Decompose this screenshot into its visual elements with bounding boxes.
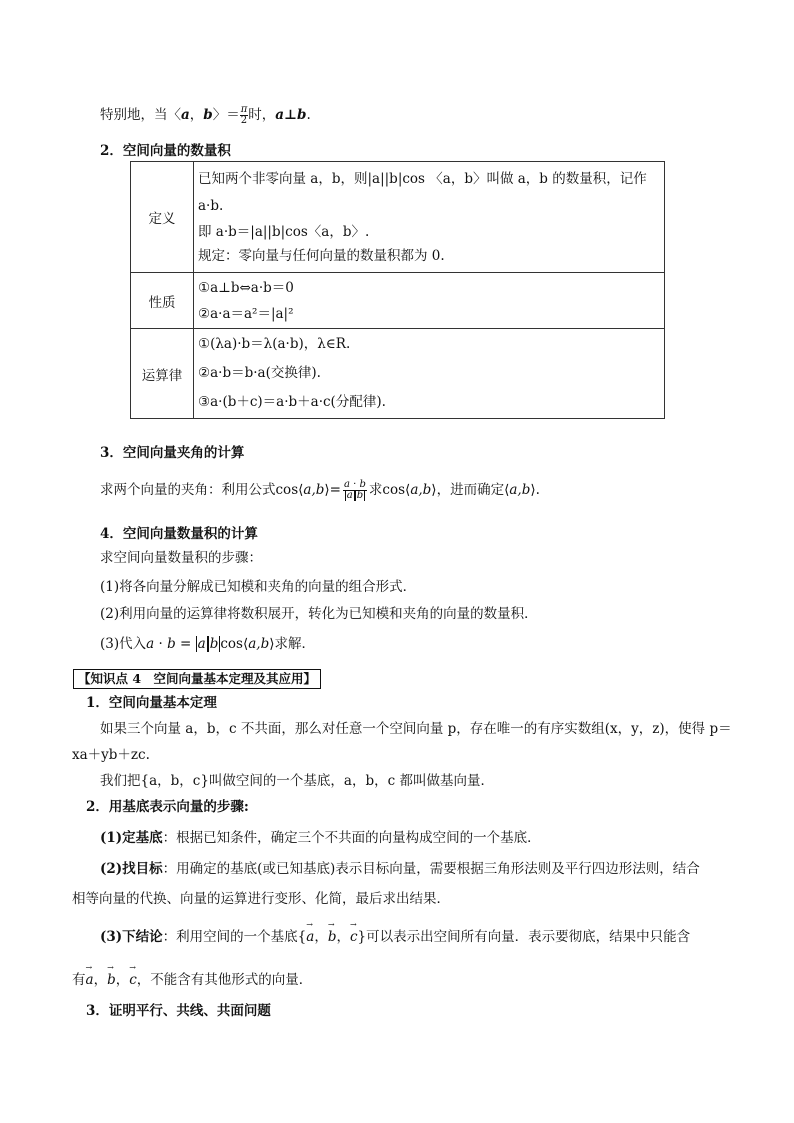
norm-a-2: a [197,636,206,652]
section-2-title: 2．空间向量的数量积 [100,143,231,159]
vec-a: a [343,479,350,490]
step-3-cont-lead: 有 [72,972,86,988]
cosine-frac-numerator: a · b [343,479,366,490]
angle-bracket-3: ⟨a,b⟩ [504,482,536,498]
frac-denominator: 2 [240,115,248,126]
section-4-title: 4．空间向量数量积的计算 [100,526,258,542]
row-body-definition [194,162,665,273]
kp4-section-3-title: 3．证明平行、共线、共面问题 [86,1003,271,1019]
definition-line-1: 已知两个非零向量 a，b，则|a||b|cos 〈a，b〉叫做 a，b 的数量积，记作 [198,171,647,187]
step-1-body: ：根据已知条件，确定三个不共面的向量构成空间的一个基底． [162,830,541,846]
kp4-s2-step-3-cont: 有→ a，→ b，→ c，不能含有其他形式的向量． [72,968,312,988]
angle-text-c: ，进而确定 [436,482,505,498]
cos-label: cos [275,482,299,498]
dot-product-table [130,161,665,419]
kp4-s2-step-1 [100,826,541,846]
angle-bracket-1: ⟨a,b⟩ [298,482,330,498]
kp4-s2-step-2-cont: 相等向量的代换、向量的运算进行变形、化简，最后求出结果． [72,891,450,907]
kp4-s2-step-3: (3)下结论：利用空间的一个基底{→ a，→ b，→ c}可以表示出空间所有向量．表示要彻底，结果中只能含 [100,925,690,945]
pi-over-2-fraction [240,105,249,126]
row-head-laws: 运算律 [131,329,194,419]
step-3-body-b: }可以表示出空间所有向量．表示要彻底，结果中只能含 [357,929,691,945]
law-line-3: ③a·(b＋c)＝a·b＋a·c(分配律). [198,394,386,410]
intro-suffix: 时， [248,107,276,123]
vec-a-arrow: → a [306,929,314,945]
row-head-definition: 定义 [131,162,194,273]
step-3-body-a: ：利用空间的一个基底{ [162,929,307,945]
section-4-step-3: (3)代入a · b = a b cos⟨a,b⟩求解． [100,636,316,652]
frac-numerator: π [240,104,248,115]
vector-b: b [203,107,213,123]
vec-b-arrow-2: → b [107,972,116,988]
table-row-definition [131,162,665,273]
row-head-properties: 性质 [131,273,194,329]
step-2-body: ：用确定的基底(或已知基底)表示目标向量，需要根据三角形法则及平行四边形法则，结合 [162,861,700,877]
law-line-2: ②a·b＝b·a(交换律). [198,365,321,381]
kp4-section-1-title: 1．空间向量基本定理 [86,695,217,711]
norm-a: a [346,490,353,501]
step-3-lead-bold: (3)下结论 [100,929,163,945]
step-3-cont-tail: ，不能含有其他形式的向量． [136,972,313,988]
step-3-lead: (3)代入 [100,636,147,652]
kp4-s2-step-2 [100,857,700,877]
vec-c-arrow-2: → c [129,972,137,988]
vec-c-arrow: → c [350,929,358,945]
intro-line [100,103,311,126]
angle-ab-3: a,b [509,482,531,498]
norm-b: b [356,490,364,501]
definition-line-2: a·b. [198,198,224,214]
section-4-step-1: (1)将各向量分解成已知模和夹角的向量的组合形式． [100,579,417,595]
step-2-lead: (2)找目标 [100,861,163,877]
vec-b-arrow: → b [328,929,337,945]
cosine-fraction [343,480,367,501]
angle-formula-line: 求两个向量的夹角：利用公式cos⟨a,b⟩= $\frac{a \cdot b}{\text{a b}}$ 求cos⟨a,b⟩，进而确定⟨a,b⟩. [100,479,540,501]
period: . [306,107,311,123]
section-4-intro: 求空间向量数量积的步骤： [100,550,262,566]
angle-bracket-2: ⟨a,b⟩ [405,482,437,498]
angle-text-lead: 求两个向量的夹角：利用公式 [100,482,276,498]
kp4-s1-line-2: xa＋yb＋zc. [72,747,150,763]
step-1-lead: (1)定基底 [100,830,163,846]
law-line-1: ①(λa)·b＝λ(a·b)，λ∈R. [198,336,351,352]
table-row-laws [131,329,665,419]
equals: 〉＝ [212,107,240,123]
angle-ab: a,b [303,482,325,498]
angle-bracket-4: ⟨a,b⟩ [242,636,275,652]
cos-label-2: cos [382,482,406,498]
section-3-title: 3．空间向量夹角的计算 [100,445,245,461]
definition-line-3: 即 a·b＝|a||b|cos〈a，b〉. [198,224,370,240]
vec-a-arrow-2: → a [86,972,94,988]
comma: ， [189,107,204,123]
definition-line-4: 规定：零向量与任何向量的数量积都为 0. [198,248,445,264]
intro-prefix: 特别地，当〈 [100,107,181,123]
cos-label-3: cos [220,636,243,652]
perp-result: a⊥b [275,107,307,123]
angle-ab-4: a,b [248,636,270,652]
angle-text-mid: 求 [368,482,383,498]
angle-ab-2: a,b [410,482,432,498]
norm-b-2: b [209,636,219,652]
angle-text-end: . [535,482,540,498]
vec-b-2: b [167,636,176,652]
section-4-step-2: (2)利用向量的运算律将数积展开，转化为已知模和夹角的向量的数量积． [100,606,538,622]
vec-b: b [359,479,366,490]
vec-a-2: a [146,636,155,652]
row-body-laws [194,329,665,419]
kp4-s1-line-3: 我们把{a，b，c}叫做空间的一个基底，a，b，c 都叫做基向量． [100,773,494,789]
cosine-frac-denominator [343,491,367,501]
knowledge-point-4-header: 【知识点 4 空间向量基本定理及其应用】 [73,669,321,689]
kp4-section-2-title: 2．用基底表示向量的步骤: [86,799,249,815]
table-row-properties [131,273,665,329]
property-line-2: ②a·a＝a²＝|a|² [198,305,294,322]
vector-a: a [181,107,190,123]
row-body-properties [194,273,665,329]
property-line-1: ①a⊥b⇔a·b＝0 [198,279,294,296]
step-3-tail: 求解． [274,636,316,652]
kp4-s1-line-1: 如果三个向量 a，b，c 不共面，那么对任意一个空间向量 p，存在唯一的有序实数组(x，y，z)，使得 p＝ [100,721,732,737]
